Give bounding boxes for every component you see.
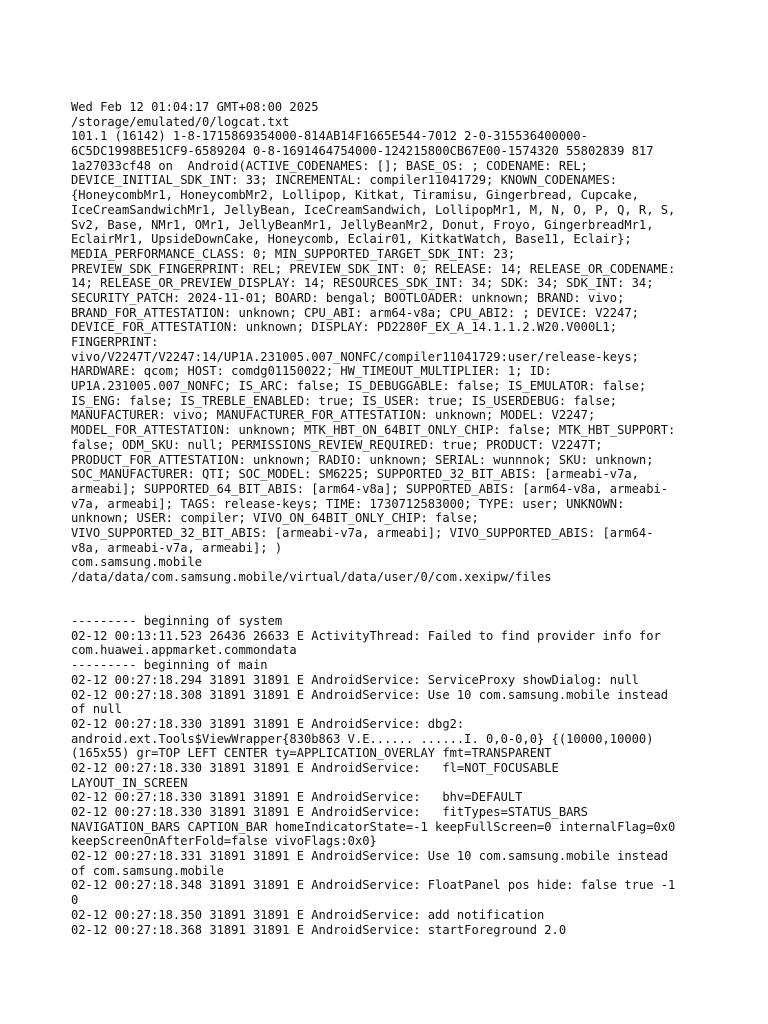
log-line: IceCreamSandwichMr1, JellyBean, IceCreamSandwich, LollipopMr1, M, N, O, P, Q, R, S,: [71, 202, 676, 217]
log-line: IS_ENG: false; IS_TREBLE_ENABLED: true; IS_USER: true; IS_USERDEBUG: false;: [71, 393, 618, 408]
log-line: SOC_MANUFACTURER: QTI; SOC_MODEL: SM6225; SUPPORTED_32_BIT_ABIS: [armeabi-v7a,: [71, 467, 639, 482]
log-line: 14; RELEASE_OR_PREVIEW_DISPLAY: 14; RESOURCES_SDK_INT: 34; SDK: 34; SDK_INT: 34;: [71, 276, 654, 291]
log-line: PREVIEW_SDK_FINGERPRINT: REL; PREVIEW_SDK_INT: 0; RELEASE: 14; RELEASE_OR_CODENAME:: [71, 261, 676, 276]
log-line: 02-12 00:27:18.368 31891 31891 E AndroidService: startForeground 2.0: [71, 922, 567, 937]
log-line: MEDIA_PERFORMANCE_CLASS: 0; MIN_SUPPORTED_TARGET_SDK_INT: 23;: [71, 246, 516, 261]
log-line: keepScreenOnAfterFold=false vivoFlags:0x0}: [71, 834, 377, 849]
log-line: (165x55) gr=TOP LEFT CENTER ty=APPLICATION_OVERLAY fmt=TRANSPARENT: [71, 746, 552, 761]
log-line: VIVO_SUPPORTED_32_BIT_ABIS: [armeabi-v7a, armeabi]; VIVO_SUPPORTED_ABIS: [arm64-: [71, 525, 654, 540]
log-line: 02-12 00:27:18.330 31891 31891 E AndroidService: fl=NOT_FOCUSABLE: [71, 760, 559, 775]
log-line: false; ODM_SKU: null; PERMISSIONS_REVIEW_REQUIRED: true; PRODUCT: V2247T;: [71, 437, 603, 452]
log-line: MODEL_FOR_ATTESTATION: unknown; MTK_HBT_ON_64BIT_ONLY_CHIP: false; MTK_HBT_SUPPORT:: [71, 423, 676, 438]
log-line: Sv2, Base, NMr1, OMr1, JellyBeanMr1, JellyBeanMr2, Donut, Froyo, GingerbreadMr1,: [71, 217, 654, 232]
log-line: BRAND_FOR_ATTESTATION: unknown; CPU_ABI: arm64-v8a; CPU_ABI2: ; DEVICE: V2247;: [71, 305, 639, 320]
log-line: 02-12 00:27:18.331 31891 31891 E AndroidService: Use 10 com.samsung.mobile instead: [71, 849, 669, 864]
log-line: Wed Feb 12 01:04:17 GMT+08:00 2025: [71, 100, 319, 114]
logcat-document: [71, 100, 711, 937]
log-line: com.samsung.mobile: [71, 555, 203, 570]
log-line: 101.1 (16142) 1-8-1715869354000-814AB14F1665E544-7012 2-0-315536400000-: [71, 129, 588, 144]
log-line: 02-12 00:27:18.294 31891 31891 E AndroidService: ServiceProxy showDialog: null: [71, 672, 639, 687]
log-line: [71, 585, 711, 600]
log-line: MANUFACTURER: vivo; MANUFACTURER_FOR_ATTESTATION: unknown; MODEL: V2247;: [71, 408, 596, 423]
log-line: UP1A.231005.007_NONFC; IS_ARC: false; IS_DEBUGGABLE: false; IS_EMULATOR: false;: [71, 379, 647, 394]
log-line: 02-12 00:27:18.348 31891 31891 E AndroidService: FloatPanel pos hide: false true -1: [71, 878, 676, 893]
log-line: com.huawei.appmarket.commondata: [71, 643, 297, 658]
log-line: --------- beginning of main: [71, 658, 268, 673]
log-line: of null: [71, 702, 122, 717]
log-line: /data/data/com.samsung.mobile/virtual/data/user/0/com.xexipw/files: [71, 570, 552, 584]
log-line: --------- beginning of system: [71, 614, 283, 629]
log-line: EclairMr1, UpsideDownCake, Honeycomb, Eclair01, KitkatWatch, Base11, Eclair};: [71, 232, 632, 247]
log-line: 02-12 00:27:18.308 31891 31891 E AndroidService: Use 10 com.samsung.mobile instead: [71, 687, 669, 702]
log-line: LAYOUT_IN_SCREEN: [71, 775, 188, 790]
log-line: PRODUCT_FOR_ATTESTATION: unknown; RADIO: unknown; SERIAL: wunnnok; SKU: unknown;: [71, 452, 654, 467]
log-line: armeabi]; SUPPORTED_64_BIT_ABIS: [arm64-v8a]; SUPPORTED_ABIS: [arm64-v8a, armeabi-: [71, 481, 669, 496]
log-line: 1a27033cf48 on Android(ACTIVE_CODENAMES: []; BASE_OS: ; CODENAME: REL;: [71, 158, 588, 173]
log-line: NAVIGATION_BARS CAPTION_BAR homeIndicatorState=-1 keepFullScreen=0 internalFlag=0x0: [71, 819, 676, 834]
log-line: v7a, armeabi]; TAGS: release-keys; TIME: 1730712583000; TYPE: user; UNKNOWN:: [71, 496, 625, 511]
log-line: HARDWARE: qcom; HOST: comdg01150022; HW_TIMEOUT_MULTIPLIER: 1; ID:: [71, 364, 552, 379]
log-line: v8a, armeabi-v7a, armeabi]; ): [71, 540, 283, 555]
log-line: 0: [71, 893, 79, 908]
log-line: {HoneycombMr1, HoneycombMr2, Lollipop, Kitkat, Tiramisu, Gingerbread, Cupcake,: [71, 188, 639, 203]
log-line: 6C5DC1998BE51CF9-6589204 0-8-1691464754000-124215800CB67E00-1574320 55802839 817: [71, 144, 654, 159]
log-line: 02-12 00:27:18.350 31891 31891 E AndroidService: add notification: [71, 907, 545, 922]
log-line: 02-12 00:27:18.330 31891 31891 E AndroidService: fitTypes=STATUS_BARS: [71, 805, 588, 819]
log-line: DEVICE_INITIAL_SDK_INT: 33; INCREMENTAL: compiler11041729; KNOWN_CODENAMES:: [71, 173, 618, 188]
log-line: of com.samsung.mobile: [71, 863, 224, 878]
log-line: SECURITY_PATCH: 2024-11-01; BOARD: bengal; BOOTLOADER: unknown; BRAND: vivo;: [71, 290, 625, 305]
log-line: vivo/V2247T/V2247:14/UP1A.231005.007_NONFC/compiler11041729:user/release-keys;: [71, 349, 639, 364]
log-line: DEVICE_FOR_ATTESTATION: unknown; DISPLAY: PD2280F_EX_A_14.1.1.2.W20.V000L1;: [71, 320, 618, 335]
log-line: FINGERPRINT:: [71, 335, 159, 349]
log-line: 02-12 00:27:18.330 31891 31891 E AndroidService: bhv=DEFAULT: [71, 790, 523, 805]
log-line: unknown; USER: compiler; VIVO_ON_64BIT_ONLY_CHIP: false;: [71, 511, 479, 526]
log-line: [71, 599, 711, 614]
log-line: /storage/emulated/0/logcat.txt: [71, 114, 290, 129]
log-line: 02-12 00:13:11.523 26436 26633 E ActivityThread: Failed to find provider info for: [71, 628, 661, 643]
log-line: 02-12 00:27:18.330 31891 31891 E AndroidService: dbg2:: [71, 716, 465, 731]
log-line: android.ext.Tools$ViewWrapper{830b863 V.E...... ......I. 0,0-0,0} {(10000,10000): [71, 731, 654, 746]
